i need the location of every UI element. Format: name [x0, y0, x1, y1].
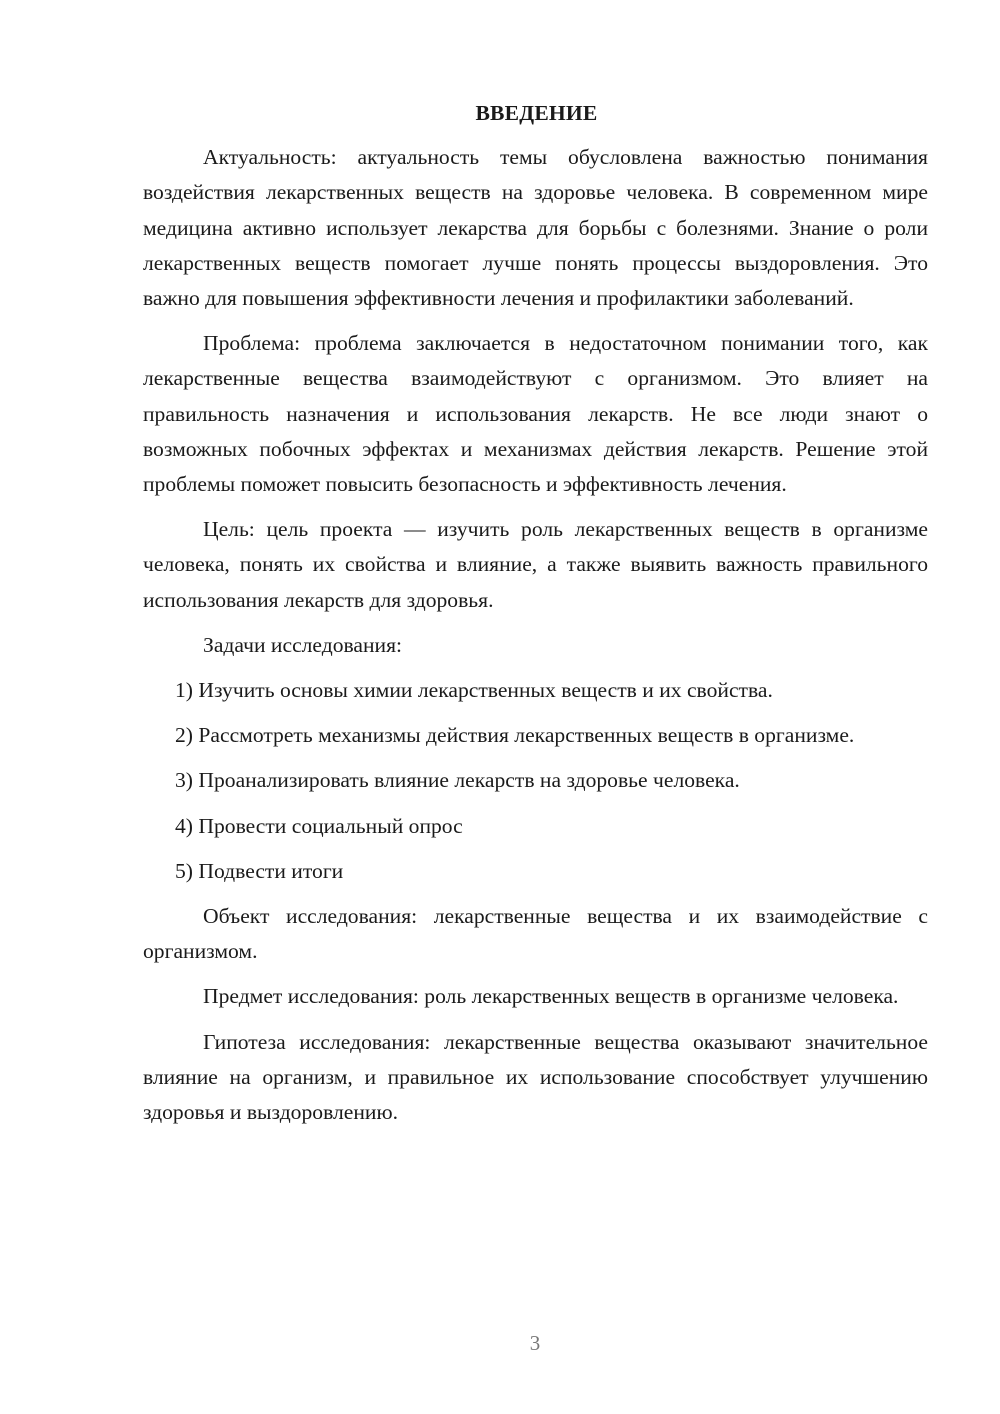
subject-paragraph: Предмет исследования: роль лекарственных веществ в организме человека.	[203, 984, 899, 1009]
section-title: ВВЕДЕНИЕ	[475, 101, 598, 125]
hypothesis-paragraph: Гипотеза исследования: лекарственные вещества оказывают значительное влияние на организм, и правильное их использование способствует улучшению здоровья и выздоровлению.	[143, 1029, 928, 1125]
relevance-paragraph: Актуальность: актуальность темы обусловлена важностью понимания воздействия лекарственных веществ на здоровье человека. В современном мире медицина активно использует лекарства для борьбы с болезнями. Знание о роли лекарственных веществ помогает лучше понять процессы выздоровления. Это важно для повышения эффективности лечения и профилактики заболеваний.	[143, 145, 928, 311]
document-page	[143, 96, 928, 1140]
task-item-2: 2) Рассмотреть механизмы действия лекарственных веществ в организме.	[175, 723, 855, 748]
goal-paragraph: Цель: цель проекта — изучить роль лекарственных веществ в организме человека, понять их свойства и влияние, а также выявить важность правильного использования лекарств для здоровья.	[143, 517, 928, 612]
task-item-5: 5) Подвести итоги	[175, 858, 344, 883]
problem-paragraph: Проблема: проблема заключается в недостаточном понимании того, как лекарственные вещества взаимодействуют с организмом. Это влияет на правильность назначения и использования лекарств. Не все люди знают о возможных побочных эффектах и механизмах действия лекарств. Решение этой проблемы поможет повысить безопасность и эффективность лечения.	[143, 331, 928, 497]
task-item-1: 1) Изучить основы химии лекарственных веществ и их свойства.	[175, 678, 773, 703]
tasks-heading: Задачи исследования:	[203, 632, 403, 657]
task-item-4: 4) Провести социальный опрос	[175, 813, 463, 838]
task-item-3: 3) Проанализировать влияние лекарств на здоровье человека.	[175, 768, 740, 793]
object-paragraph: Объект исследования: лекарственные вещества и их взаимодействие с организмом.	[143, 904, 928, 964]
page-number: 3	[529, 1331, 541, 1355]
